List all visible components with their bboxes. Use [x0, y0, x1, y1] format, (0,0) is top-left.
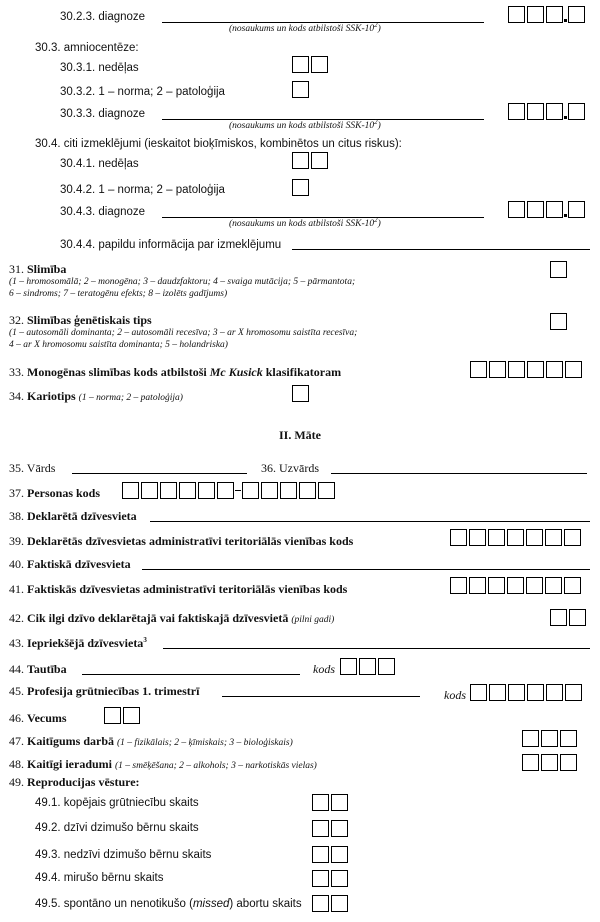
- code-box[interactable]: [318, 482, 335, 499]
- answer-box[interactable]: [550, 261, 567, 278]
- q35-label: 35. Vārds: [9, 461, 56, 475]
- q49-1-label: 49.1. kopējais grūtniecību skaits: [35, 797, 199, 809]
- q42-boxes[interactable]: [550, 609, 588, 626]
- code-box[interactable]: [565, 684, 582, 701]
- q36-surname-line[interactable]: [331, 473, 587, 474]
- count-box[interactable]: [312, 846, 329, 863]
- q34-title: 34. Kariotips (1 – norma; 2 – patoloģija): [9, 389, 183, 403]
- code-box[interactable]: [141, 482, 158, 499]
- q49-1-boxes[interactable]: [312, 794, 350, 811]
- code-box[interactable]: [527, 103, 544, 120]
- code-box[interactable]: [469, 529, 486, 546]
- years-box[interactable]: [569, 609, 586, 626]
- code-box[interactable]: [261, 482, 278, 499]
- q49-3-boxes[interactable]: [312, 846, 350, 863]
- q41-code-boxes[interactable]: [450, 577, 583, 594]
- code-box[interactable]: [508, 361, 525, 378]
- q44-kods-label: kods: [313, 662, 335, 676]
- code-box[interactable]: [546, 684, 563, 701]
- code-box[interactable]: [527, 361, 544, 378]
- q41-title: 41. Faktiskās dzīvesvietas administratīvi teritoriālās vienības kods: [9, 582, 348, 596]
- week-box[interactable]: [292, 152, 309, 169]
- code-box[interactable]: [488, 529, 505, 546]
- count-box[interactable]: [331, 895, 348, 912]
- q32-box[interactable]: [550, 313, 569, 330]
- week-box[interactable]: [292, 56, 309, 73]
- q48-boxes[interactable]: [522, 754, 579, 771]
- code-box[interactable]: [160, 482, 177, 499]
- count-box[interactable]: [331, 794, 348, 811]
- q49-5-label: 49.5. spontāno un nenotikušo (missed) abortu skaits: [35, 898, 302, 910]
- code-box[interactable]: [527, 684, 544, 701]
- code-box[interactable]: [340, 658, 357, 675]
- r3023-code-boxes[interactable]: [508, 6, 587, 23]
- r3043-label: 30.4.3. diagnoze: [60, 206, 146, 218]
- q49-5-boxes[interactable]: [312, 895, 350, 912]
- q38-title: 38. Deklarētā dzīvesvieta: [9, 509, 137, 523]
- code-box[interactable]: [470, 684, 487, 701]
- code-box[interactable]: [280, 482, 297, 499]
- q37-title: 37. Personas kods: [9, 486, 101, 500]
- q40-line[interactable]: [142, 569, 590, 570]
- code-box[interactable]: [122, 482, 139, 499]
- r3033-note: (nosaukums un kods atbilstoši SSK-$10^2$): [229, 117, 381, 131]
- q49-2-boxes[interactable]: [312, 820, 350, 837]
- r3041-boxes[interactable]: [292, 152, 330, 169]
- q46-title: 46. Vecums: [9, 711, 67, 725]
- answer-box[interactable]: [541, 754, 558, 771]
- answer-box[interactable]: [560, 730, 577, 747]
- q32-title: 32. Slimības ģenētiskais tips: [9, 313, 152, 327]
- code-box[interactable]: [546, 6, 563, 23]
- code-box[interactable]: [299, 482, 316, 499]
- q36-label: 36. Uzvārds: [261, 461, 319, 475]
- answer-box[interactable]: [541, 730, 558, 747]
- code-box[interactable]: [527, 201, 544, 218]
- code-box[interactable]: [568, 103, 585, 120]
- q46-boxes[interactable]: [104, 707, 142, 724]
- r3041-label: 30.4.1. nedēļas: [60, 158, 139, 170]
- code-box[interactable]: [359, 658, 376, 675]
- count-box[interactable]: [312, 794, 329, 811]
- q31-title: 31. Slimība: [9, 262, 67, 276]
- r3031-label: 30.3.1. nedēļas: [60, 62, 139, 74]
- code-box[interactable]: [526, 577, 543, 594]
- code-box[interactable]: [508, 684, 525, 701]
- code-box[interactable]: [489, 684, 506, 701]
- q45-title: 45. Profesija grūtniecības 1. trimestrī: [9, 684, 200, 698]
- code-box[interactable]: [470, 361, 487, 378]
- count-box[interactable]: [312, 820, 329, 837]
- answer-box[interactable]: [560, 754, 577, 771]
- count-box[interactable]: [331, 846, 348, 863]
- r3033-label: 30.3.3. diagnoze: [60, 108, 146, 120]
- code-box[interactable]: [488, 577, 505, 594]
- dot-separator: [564, 214, 567, 217]
- q32-options-line1: (1 – autosomāli dominanta; 2 – autosomāli recesīva; 3 – ar X hromosomu saistīta recesīva;: [9, 328, 358, 338]
- q44-title: 44. Tautība: [9, 662, 67, 676]
- age-box[interactable]: [104, 707, 121, 724]
- q49-3-label: 49.3. nedzīvi dzimušo bērnu skaits: [35, 849, 212, 861]
- count-box[interactable]: [331, 820, 348, 837]
- r3023-label: 30.2.3. diagnoze: [60, 11, 146, 23]
- r3042-box[interactable]: [292, 179, 311, 196]
- code-box[interactable]: [564, 529, 581, 546]
- q40-title: 40. Faktiskā dzīvesvieta: [9, 557, 131, 571]
- r3043-note: (nosaukums un kods atbilstoši SSK-$10^2$): [229, 215, 381, 229]
- q48-title: 48. Kaitīgi ieradumi (1 – smēķēšana; 2 – alkohols; 3 – narkotiskās vielas): [9, 757, 317, 771]
- code-box[interactable]: [568, 201, 585, 218]
- dot-separator: [564, 19, 567, 22]
- code-box[interactable]: [217, 482, 234, 499]
- code-box[interactable]: [508, 6, 525, 23]
- section-title: II. Māte: [279, 428, 321, 442]
- code-box[interactable]: [179, 482, 196, 499]
- count-box[interactable]: [312, 895, 329, 912]
- q35-name-line[interactable]: [72, 473, 247, 474]
- result-box[interactable]: [292, 179, 309, 196]
- r303-label: 30.3. amniocentēze:: [35, 42, 139, 54]
- r3023-line: [162, 22, 484, 23]
- code-box[interactable]: [450, 529, 467, 546]
- q43-title: 43. Iepriekšējā dzīvesvieta$^3$: [9, 636, 147, 650]
- q44-line[interactable]: [82, 674, 300, 675]
- q39-code-boxes[interactable]: [450, 529, 583, 546]
- code-box[interactable]: [527, 6, 544, 23]
- count-box[interactable]: [312, 870, 329, 887]
- q45-code-boxes[interactable]: [470, 684, 584, 701]
- dash-separator: [235, 490, 241, 491]
- q45-line[interactable]: [222, 696, 420, 697]
- code-box[interactable]: [508, 103, 525, 120]
- answer-box[interactable]: [292, 385, 309, 402]
- code-box[interactable]: [450, 577, 467, 594]
- code-box[interactable]: [545, 577, 562, 594]
- age-box[interactable]: [123, 707, 140, 724]
- code-box[interactable]: [546, 201, 563, 218]
- q31-options-line2: 6 – sindroms; 7 – teratogēnu efekts; 8 – izolēts gadījums): [9, 289, 228, 299]
- q39-title: 39. Deklarētās dzīvesvietas administratīvi teritoriālās vienības kods: [9, 534, 354, 548]
- q49-title: 49. Reproducijas vēsture:: [9, 775, 140, 789]
- code-box[interactable]: [545, 529, 562, 546]
- q47-title: 47. Kaitīgums darbā (1 – fizikālais; 2 – ķīmiskais; 3 – bioloģiskais): [9, 734, 293, 748]
- code-box[interactable]: [508, 201, 525, 218]
- r3031-boxes[interactable]: [292, 56, 330, 73]
- q32-options-line2: 4 – ar X hromosomu saistīta dominanta; 5 – holandriska): [9, 340, 228, 350]
- q44-code-boxes[interactable]: [340, 658, 397, 675]
- answer-box[interactable]: [522, 754, 539, 771]
- q43-line[interactable]: [163, 648, 590, 649]
- r3023-note: (nosaukums un kods atbilstoši SSK-$10^2$): [229, 20, 381, 34]
- count-box[interactable]: [331, 870, 348, 887]
- q31-box[interactable]: [550, 261, 569, 278]
- q34-box[interactable]: [292, 385, 311, 402]
- code-box[interactable]: [526, 529, 543, 546]
- code-box[interactable]: [507, 529, 524, 546]
- q49-2-label: 49.2. dzīvi dzimušo bērnu skaits: [35, 822, 199, 834]
- code-box[interactable]: [546, 361, 563, 378]
- code-box[interactable]: [489, 361, 506, 378]
- q31-options-line1: (1 – hromosomālā; 2 – monogēna; 3 – daudzfaktoru; 4 – svaiga mutācija; 5 – pārmantota;: [9, 277, 356, 287]
- answer-box[interactable]: [522, 730, 539, 747]
- q49-4-boxes[interactable]: [312, 870, 350, 887]
- code-box[interactable]: [469, 577, 486, 594]
- q47-boxes[interactable]: [522, 730, 579, 747]
- q33-code-boxes[interactable]: [470, 361, 584, 378]
- answer-box[interactable]: [550, 313, 567, 330]
- code-box[interactable]: [565, 361, 582, 378]
- q33-title: 33. Monogēnas slimības kods atbilstoši Mc Kusick klasifikatoram: [9, 365, 342, 379]
- r3043-code-boxes[interactable]: [508, 201, 587, 218]
- code-box[interactable]: [564, 577, 581, 594]
- code-box[interactable]: [507, 577, 524, 594]
- r3032-label: 30.3.2. 1 – norma; 2 – patoloģija: [60, 86, 225, 98]
- r3044-label: 30.4.4. papildu informācija par izmeklējumu: [60, 239, 282, 251]
- result-box[interactable]: [292, 81, 309, 98]
- q37-personal-code-boxes[interactable]: [122, 482, 337, 499]
- code-box[interactable]: [568, 6, 585, 23]
- q45-kods-label: kods: [444, 688, 466, 702]
- q42-title: 42. Cik ilgi dzīvo deklarētajā vai faktiskajā dzīvesvietā (pilni gadi): [9, 611, 335, 625]
- r3042-label: 30.4.2. 1 – norma; 2 – patoloģija: [60, 184, 225, 196]
- r304-label: 30.4. citi izmeklējumi (ieskaitot bioķīmiskos, kombinētos un citus riskus):: [35, 138, 402, 150]
- r3033-line: [162, 119, 484, 120]
- code-box[interactable]: [198, 482, 215, 499]
- r3033-code-boxes[interactable]: [508, 103, 587, 120]
- r3044-line[interactable]: [292, 249, 590, 250]
- q38-line[interactable]: [150, 521, 590, 522]
- r3043-line: [162, 217, 484, 218]
- code-box[interactable]: [242, 482, 259, 499]
- r3032-box[interactable]: [292, 81, 311, 98]
- dot-separator: [564, 116, 567, 119]
- code-box[interactable]: [378, 658, 395, 675]
- code-box[interactable]: [546, 103, 563, 120]
- week-box[interactable]: [311, 56, 328, 73]
- q49-4-label: 49.4. mirušo bērnu skaits: [35, 872, 164, 884]
- week-box[interactable]: [311, 152, 328, 169]
- years-box[interactable]: [550, 609, 567, 626]
